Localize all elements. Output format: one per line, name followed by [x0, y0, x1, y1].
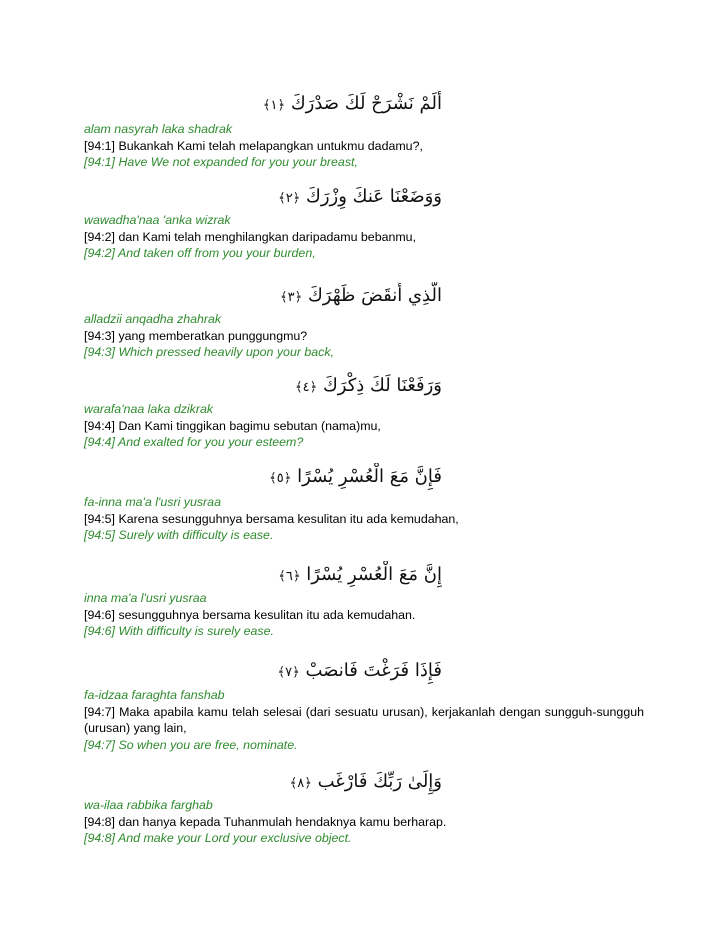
verse-3: [84, 311, 644, 361]
verse-8-transliteration: wa-ilaa rabbika farghab: [84, 798, 213, 812]
verse-4: [84, 401, 644, 451]
verse-4-english: [94:4] And exalted for you your esteem?: [84, 435, 304, 449]
verse-3-english: [94:3] Which pressed heavily upon your back,: [84, 345, 335, 359]
verse-7: [84, 687, 644, 753]
verse-3-transliteration: alladzii anqadha zhahrak: [84, 312, 222, 326]
verse-8-english: [94:8] And make your Lord your exclusive object.: [84, 831, 352, 845]
verse-6-arabic: إِنَّ مَعَ الْعُسْرِ يُسْرًا ﴿٦﴾: [220, 561, 442, 589]
verse-5-english: [94:5] Surely with difficulty is ease.: [84, 528, 274, 542]
verse-1-arabic: أَلَمْ نَشْرَحْ لَكَ صَدْرَكَ ﴿١﴾: [220, 90, 442, 118]
verse-4-indonesian: [94:4] Dan Kami tinggikan bagimu sebutan (nama)mu,: [84, 418, 381, 433]
verse-2-transliteration: wawadha'naa 'anka wizrak: [84, 213, 231, 227]
verse-7-arabic: فَإِذَا فَرَغْتَ فَانصَبْ ﴿٧﴾: [220, 657, 442, 685]
verse-1-indonesian: [94:1] Bukankah Kami telah melapangkan untukmu dadamu?,: [84, 138, 423, 153]
verse-7-transliteration: fa-idzaa faraghta fanshab: [84, 688, 225, 702]
verse-1: [84, 121, 644, 171]
verse-3-indonesian: [94:3] yang memberatkan punggungmu?: [84, 328, 308, 343]
verse-2-arabic: وَوَضَعْنَا عَنكَ وِزْرَكَ ﴿٢﴾: [220, 183, 442, 211]
verse-6-english: [94:6] With difficulty is surely ease.: [84, 624, 274, 638]
verse-7-number-marker: ﴿٧﴾: [277, 665, 300, 680]
verse-6-transliteration: inna ma'a l'usri yusraa: [84, 591, 207, 605]
verse-1-english: [94:1] Have We not expanded for you your breast,: [84, 155, 358, 169]
verse-5-indonesian: [94:5] Karena sesungguhnya bersama kesulitan itu ada kemudahan,: [84, 511, 459, 526]
verse-7-english: [94:7] So when you are free, nominate.: [84, 737, 298, 752]
verse-2-english: [94:2] And taken off from you your burden,: [84, 246, 316, 260]
verse-8: [84, 797, 644, 847]
verse-5: [84, 494, 644, 544]
verse-6-number-marker: ﴿٦﴾: [278, 569, 301, 584]
verse-4-transliteration: warafa'naa laka dzikrak: [84, 402, 214, 416]
verse-4-arabic: وَرَفَعْنَا لَكَ ذِكْرَكَ ﴿٤﴾: [220, 372, 442, 400]
verse-3-arabic: الَّذِي أَنقَضَ ظَهْرَكَ ﴿٣﴾: [220, 282, 442, 310]
verse-2-indonesian: [94:2] dan Kami telah menghilangkan daripadamu bebanmu,: [84, 229, 417, 244]
verse-2-number-marker: ﴿٢﴾: [278, 191, 301, 206]
verse-7-indonesian: [94:7] Maka apabila kamu telah selesai (dari sesuatu urusan), kerjakanlah dengan sungguh-sungguh (urusan) yang lain,: [84, 704, 644, 735]
verse-8-number-marker: ﴿٨﴾: [289, 776, 312, 791]
verse-3-number-marker: ﴿٣﴾: [280, 290, 303, 305]
verse-6: [84, 590, 644, 640]
verse-1-transliteration: alam nasyrah laka shadrak: [84, 122, 233, 136]
verse-5-number-marker: ﴿٥﴾: [269, 471, 292, 486]
verse-5-transliteration: fa-inna ma'a l'usri yusraa: [84, 495, 221, 509]
verse-2: [84, 212, 644, 262]
verse-6-indonesian: [94:6] sesungguhnya bersama kesulitan itu ada kemudahan.: [84, 607, 416, 622]
verse-1-number-marker: ﴿١﴾: [262, 98, 286, 113]
verse-5-arabic: فَإِنَّ مَعَ الْعُسْرِ يُسْرًا ﴿٥﴾: [220, 463, 442, 491]
verse-8-indonesian: [94:8] dan hanya kepada Tuhanmulah hendaknya kamu berharap.: [84, 814, 447, 829]
verse-4-number-marker: ﴿٤﴾: [294, 380, 318, 395]
verse-8-arabic: وَإِلَىٰ رَبِّكَ فَارْغَب ﴿٨﴾: [220, 768, 442, 796]
